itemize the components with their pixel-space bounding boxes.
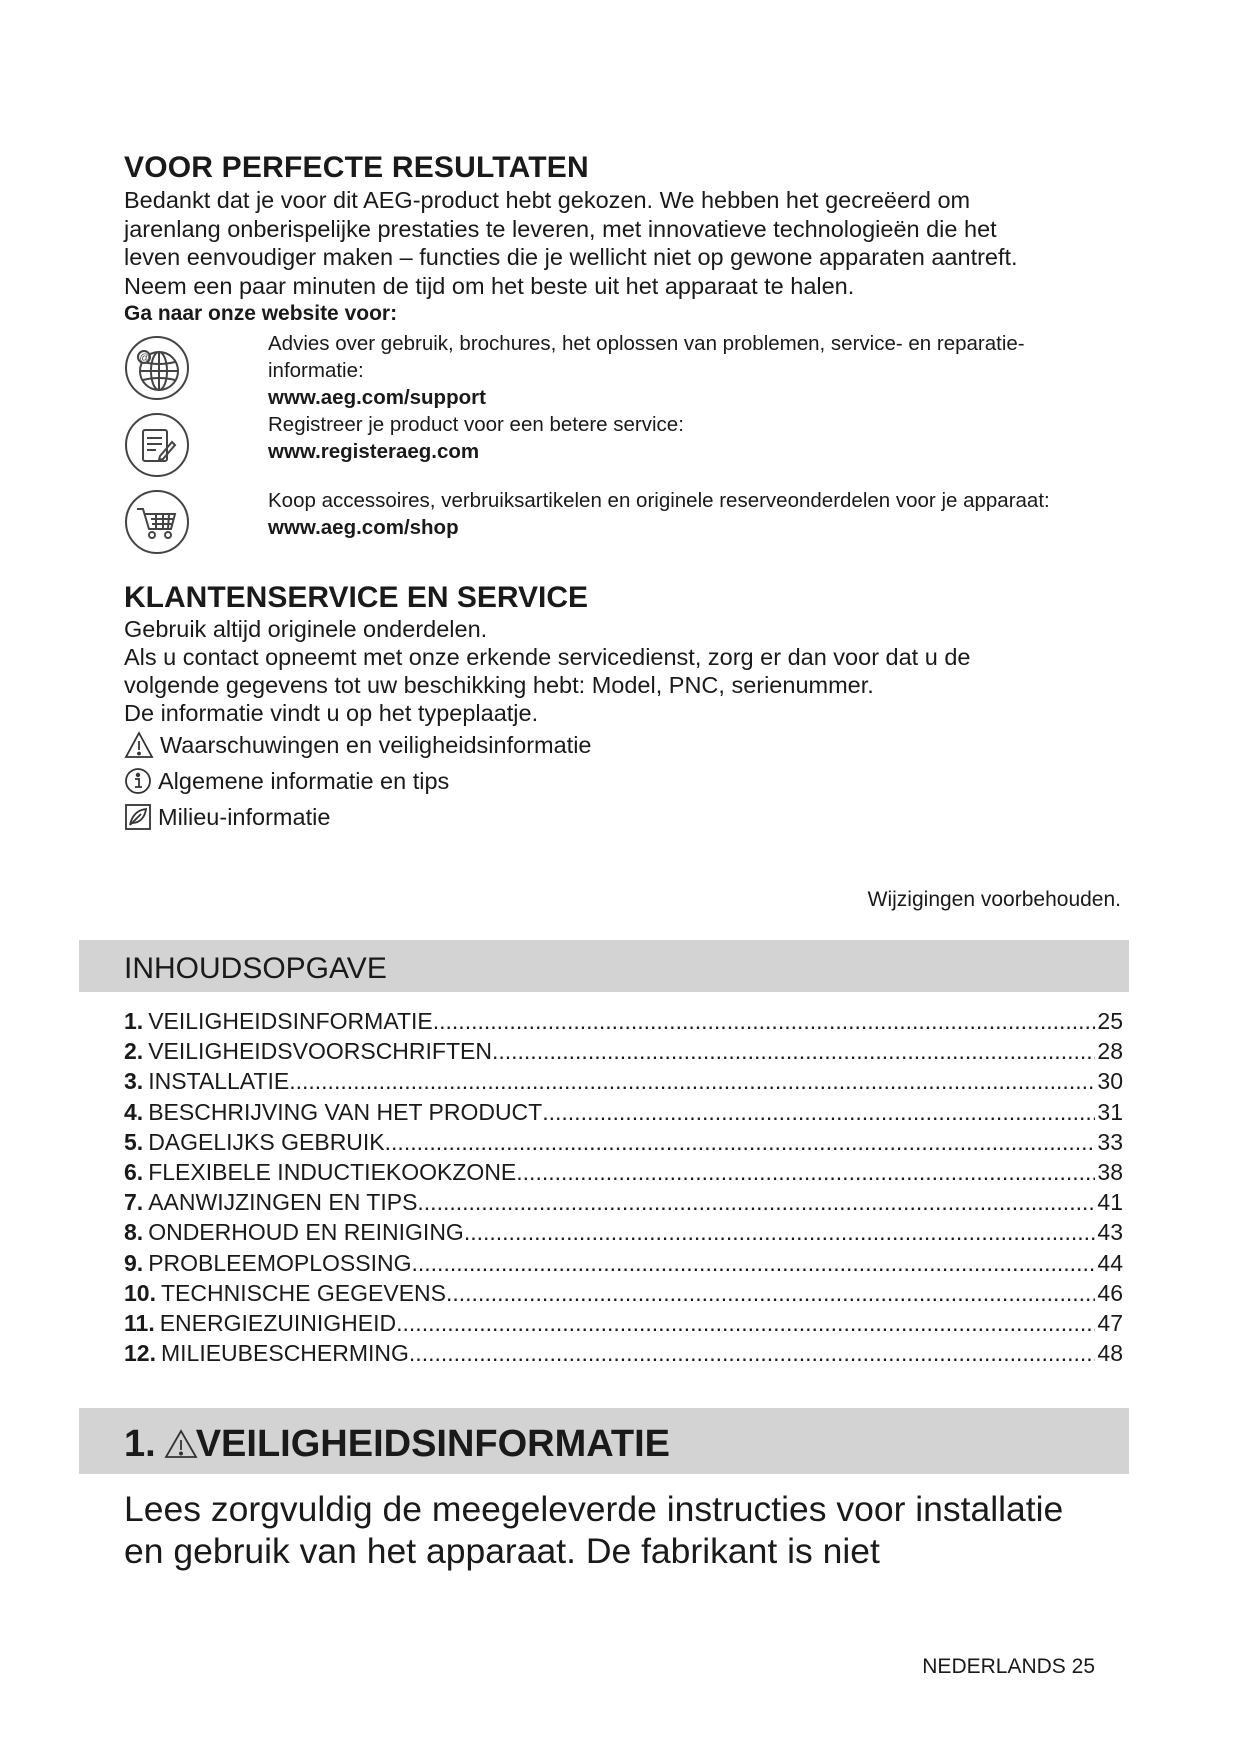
warning-icon [124,731,154,759]
intro-line: Bedankt dat je voor dit AEG-product hebt gekozen. We hebben het gecreëerd om [124,187,971,213]
toc-entry-title: FLEXIBELE INDUCTIEKOOKZONE [148,1158,517,1185]
legend-label: Waarschuwingen en veiligheidsinformatie [160,732,592,758]
register-link[interactable]: www.registeraeg.com [268,440,480,463]
toc-leader [446,1280,1095,1307]
toc-entry-title: ENERGIEZUINIGHEID [159,1309,397,1336]
toc-leader [396,1310,1095,1337]
toc-entry-title: DAGELIJKS GEBRUIK [148,1128,385,1155]
warning-icon [164,1429,198,1459]
toc-entry-title: PROBLEEMOPLOSSING [148,1249,412,1276]
toc-title: INHOUDSOPGAVE [124,952,387,985]
toc-leader [412,1250,1096,1277]
service-text: Registreer je product voor een betere service: [268,413,684,436]
lead-line: en gebruik van het apparaat. De fabrikant is niet [124,1531,880,1571]
toc-entry-title: TECHNISCHE GEGEVENS [160,1279,446,1306]
website-label: Ga naar onze website voor: [124,302,398,325]
toc-entry[interactable] [124,1068,1123,1098]
toc-entry[interactable] [124,1038,1123,1068]
lead-line: Lees zorgvuldig de meegeleverde instructies voor installatie [124,1489,1064,1529]
section-1-lead [124,1488,1063,1572]
toc-entry[interactable] [124,1219,1123,1249]
toc-entry[interactable] [124,1250,1123,1280]
toc-number: 2. [124,1038,144,1065]
toc-entry-title: VEILIGHEIDSINFORMATIE [148,1008,433,1034]
toc-page: 31 [1097,1098,1123,1125]
toc-entry-title: ONDERHOUD EN REINIGING [148,1219,464,1246]
toc-entry-title: VEILIGHEIDSVOORSCHRIFTEN [148,1038,492,1065]
toc-number: 11. [124,1309,155,1336]
legend-environment [124,802,330,832]
intro-line: jarenlang onberispelijke prestaties te leveren, met innovatieve technologieën die het [124,215,997,242]
section-title-text: VEILIGHEIDSINFORMATIE [195,1423,671,1465]
toc-entry[interactable] [124,1129,1123,1159]
cs-line: Als u contact opneemt met onze erkende servicedienst, zorg er dan voor dat u de [124,644,971,670]
toc-number: 8. [124,1219,144,1246]
perfect-results-heading: VOOR PERFECTE RESULTATEN [124,151,589,184]
service-register [268,411,684,465]
registration-form-icon [124,412,190,478]
toc-entry[interactable] [124,1280,1123,1310]
shopping-cart-icon [124,489,190,555]
customer-service-heading: KLANTENSERVICE EN SERVICE [124,581,588,614]
globe-icon [124,335,190,401]
toc-leader [433,1008,1096,1035]
toc-entry[interactable] [124,1099,1123,1129]
toc-leader [417,1189,1095,1216]
toc-number: 3. [124,1068,144,1095]
cs-line: De informatie vindt u op het typeplaatje. [124,700,539,726]
svg-text:@: @ [139,353,150,364]
toc-number: 6. [124,1158,144,1185]
page-footer: NEDERLANDS 25 [922,1655,1095,1678]
toc-leader [542,1099,1095,1126]
toc-page: 46 [1097,1279,1123,1306]
legend-info [124,766,449,796]
shop-link[interactable]: www.aeg.com/shop [268,516,459,539]
service-support [268,330,1025,411]
service-text: Koop accessoires, verbruiksartikelen en originele reserveonderdelen voor je apparaat: [268,489,1050,512]
toc-page: 41 [1097,1189,1123,1216]
support-link[interactable]: www.aeg.com/support [268,386,486,409]
perfect-results-intro [124,186,1124,300]
toc-leader [516,1159,1095,1186]
toc-page: 44 [1097,1249,1123,1276]
service-shop [268,487,1050,541]
toc-leader [464,1219,1096,1246]
service-text: Advies over gebruik, brochures, het oplossen van problemen, service- en reparatie- [268,332,1025,355]
section-number: 1. [124,1423,156,1465]
toc-number: 4. [124,1098,144,1125]
cs-line: volgende gegevens tot uw beschikking hebt: Model, PNC, serienummer. [124,672,874,698]
intro-line: Neem een paar minuten de tijd om het beste uit het apparaat te halen. [124,272,855,299]
toc-page: 33 [1097,1128,1123,1155]
leaf-icon [124,803,152,831]
toc-page: 28 [1097,1038,1123,1065]
toc-leader [385,1129,1096,1156]
toc-page: 48 [1097,1340,1123,1367]
legend-label: Algemene informatie en tips [158,768,450,794]
toc-entry-title: AANWIJZINGEN EN TIPS [148,1189,418,1216]
toc-page: 30 [1097,1068,1123,1095]
toc-page: 43 [1097,1219,1123,1246]
toc-entry-title: INSTALLATIE [148,1068,290,1095]
toc-leader [492,1038,1095,1065]
toc-number: 1. [124,1008,144,1034]
toc-number: 7. [124,1189,144,1216]
toc-page: 38 [1097,1158,1123,1185]
toc-leader [289,1068,1095,1095]
toc-entry[interactable] [124,1189,1123,1219]
toc-number: 10. [124,1279,156,1306]
legend-warning [124,730,592,760]
table-of-contents [124,1008,1123,1370]
toc-entry-title: BESCHRIJVING VAN HET PRODUCT [148,1098,543,1125]
service-text: informatie: [268,359,364,382]
legend-label: Milieu-informatie [158,804,331,830]
section-1-title [124,1422,670,1466]
toc-page: 25 [1097,1008,1123,1034]
toc-page: 47 [1097,1309,1123,1336]
info-icon [124,767,152,795]
toc-number: 9. [124,1249,144,1276]
toc-entry[interactable] [124,1159,1123,1189]
cs-line: Gebruik altijd originele onderdelen. [124,616,488,642]
toc-leader [409,1340,1095,1367]
changes-note: Wijzigingen voorbehouden. [867,888,1121,911]
toc-number: 12. [124,1340,156,1367]
intro-line: leven eenvoudiger maken – functies die je wellicht niet op gewone apparaten aantreft. [124,244,1018,270]
toc-entry-title: MILIEUBESCHERMING [160,1340,409,1367]
toc-number: 5. [124,1128,144,1155]
toc-entry[interactable] [124,1340,1123,1370]
toc-entry[interactable] [124,1008,1123,1038]
customer-service-text [124,615,970,727]
toc-entry[interactable] [124,1310,1123,1340]
